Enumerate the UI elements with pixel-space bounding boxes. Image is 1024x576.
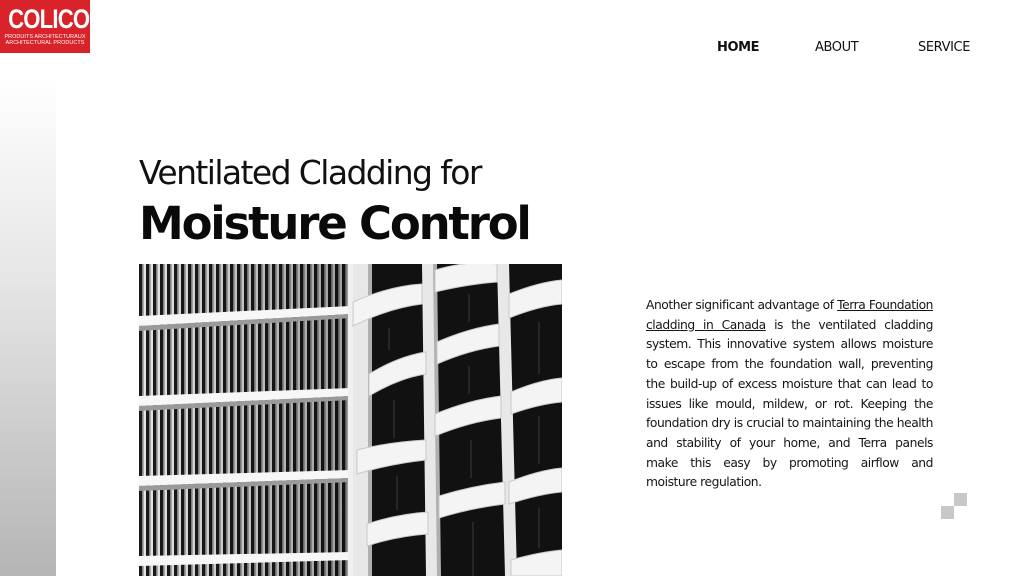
logo-tagline-en: ARCHITECTURAL PRODUCTS	[5, 40, 85, 46]
side-gradient-strip	[0, 78, 56, 576]
nav-service[interactable]: SERVICE	[918, 40, 971, 55]
nav-about[interactable]: ABOUT	[815, 40, 859, 55]
logo-wordmark: COLICO	[8, 4, 90, 34]
page-title-line2: Moisture Control	[139, 197, 530, 250]
logo-tagline-fr: PRODUITS ARCHITECTURAUX	[4, 34, 86, 40]
page-title-line1: Ventilated Cladding for	[139, 153, 481, 192]
main-nav	[0, 40, 1024, 60]
body-text-intro: Another significant advantage of	[646, 298, 838, 312]
terra-foundation-link[interactable]: Terra Foundation cladding in Canada	[646, 298, 933, 332]
body-text-rest: is the ventilated cladding system. This innovative system allows moisture to escape from the foundation wall, preventing the build-up of excess moisture that can lead to issues like mould, mildew, or rot. Keeping the foundation dry is crucial to maintaining the health and stability of your home, and Terra panels make this easy by promoting airflow and moisture regulation.	[646, 317, 933, 490]
decorative-squares	[941, 493, 967, 519]
nav-home[interactable]: HOME	[717, 40, 760, 55]
body-paragraph	[646, 296, 933, 493]
decorative-square	[954, 493, 967, 506]
decorative-square	[941, 506, 954, 519]
building-facade-image	[139, 264, 562, 576]
